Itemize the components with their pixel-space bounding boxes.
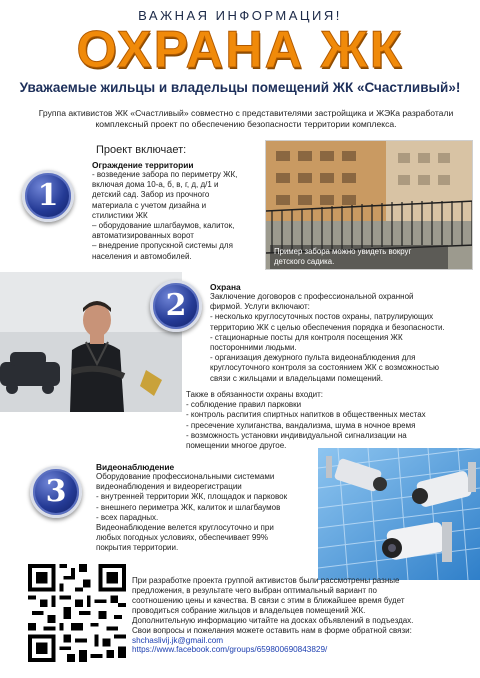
footer-line: Дополнительную информацию читайте на досках объявлений в подъездах. — [132, 616, 414, 625]
section-2-line: Заключение договоров с профессиональной охранной — [210, 292, 414, 301]
section-2-line: круглосуточного контроля за состоянием ЖК с возможностью — [210, 363, 440, 373]
section-3 — [96, 462, 318, 554]
section-2-title: Охрана — [210, 282, 241, 292]
section-3-line: - внутренней территории ЖК, площадок и парковок — [96, 492, 288, 502]
section-1-line: стилистики ЖК — [92, 210, 148, 220]
footer-line: Свои вопросы и пожелания можете оставить нам в форме обратной связи: — [132, 626, 412, 635]
section-number-1: 1 — [22, 170, 74, 222]
section-3-line: - всех парадных. — [96, 512, 159, 522]
section-2-line: посторонними людьми. — [210, 343, 297, 353]
section-3-title: Видеонаблюдение — [96, 462, 175, 472]
section-1-line: – внедрение пропускной системы для — [92, 241, 233, 251]
section-2-line: - организация дежурного пульта видеонаблюдения для — [210, 353, 416, 363]
section-number-3: 3 — [30, 466, 82, 518]
footer-body — [132, 576, 474, 636]
section-1-line: включая дома 10-а, б, в, г, д, д/1 и — [92, 180, 219, 190]
section-3-line: Оборудование профессиональными системами — [96, 472, 275, 481]
section-2-line: территорию ЖК с целью обеспечения порядка и безопасности. — [210, 322, 445, 332]
section-number-2: 2 — [150, 280, 202, 332]
section-3-line: - внешнего периметра ЖК, калиток и шлагбаумов — [96, 502, 281, 512]
section-1-body — [92, 170, 264, 262]
qr-code-icon — [28, 564, 126, 662]
guard-duties-line: помещении многое другое. — [186, 441, 287, 451]
section-2-line: - несколько круглосуточных постов охраны, патрулирующих — [210, 312, 434, 322]
cctv-camera-illustration — [318, 448, 480, 580]
section-1-line: - возведение забора по периметру ЖК, — [92, 170, 238, 179]
section-3-line: любых погодных условиях, обеспечивает 99% — [96, 533, 268, 543]
guard-duties-line: Также в обязанности охраны входит: — [186, 390, 324, 399]
guard-duties-line: - пресечение хулиганства, вандализма, шума в ночное время — [186, 420, 416, 430]
section-1-line: материала с учетом дизайна и — [92, 200, 207, 210]
section-3-line: покрытия территории. — [96, 543, 179, 553]
section-1-title: Ограждение территории — [92, 160, 194, 170]
facebook-group-link[interactable]: https://www.facebook.com/groups/659800690843829/ — [132, 645, 328, 654]
section-2 — [210, 282, 475, 384]
footer-line: При разработке проекта группой активистов были рассмотрены разные — [132, 576, 400, 585]
section-1-line: населения и автомобилей. — [92, 251, 192, 261]
footer-line: проводиться собрание жильцов и владельцев помещений ЖК. — [132, 606, 366, 615]
kicker-text: ВАЖНАЯ ИНФОРМАЦИЯ! — [138, 8, 342, 23]
section-2-line: связи с жильцами и владельцами помещений. — [210, 373, 383, 383]
section-3-body — [96, 472, 318, 554]
guard-duties — [186, 390, 476, 451]
intro-paragraph: Группа активистов ЖК «Счастливый» совместно с представителями застройщика и ЖЭКа разработали комплексный проект по обеспечению безопасности территории комплекса. — [38, 108, 454, 129]
section-1 — [92, 160, 264, 262]
includes-label: Проект включает: — [96, 144, 187, 156]
guard-duties-line: - соблюдение правил парковки — [186, 400, 302, 410]
camera-photo — [318, 448, 480, 580]
qr-code[interactable] — [28, 564, 126, 662]
footer — [132, 576, 474, 654]
section-2-body — [210, 292, 475, 384]
fence-photo-caption: Пример забора можно увидеть вокруг детского садика. — [270, 245, 448, 269]
guard-duties-line: - возможность установки индивидуальной сигнализации на — [186, 430, 407, 440]
section-2-line: фирмой. Услуги включают: — [210, 302, 310, 312]
section-1-line: автоматизированных ворот — [92, 231, 194, 241]
guard-duties-line: - контроль распития спиртных напитков в общественных местах — [186, 410, 426, 420]
section-1-line: – оборудование шлагбаумов, калиток, — [92, 221, 235, 231]
section-1-line: детский сад. Забор из прочного — [92, 190, 210, 200]
page-title: ОХРАНА ЖК — [76, 21, 404, 79]
footer-line: предложения, в результате чего выбран оптимальный вариант по — [132, 586, 377, 595]
email-link[interactable]: shchaslivij.jk@gmail.com — [132, 636, 224, 645]
section-2-line: - стационарные посты для контроля посещения ЖК — [210, 332, 403, 342]
page-subtitle: Уважаемые жильцы и владельцы помещений ЖК «Счастливый»! — [19, 80, 461, 95]
section-3-line: видеонаблюдения и видеорегистрации — [96, 482, 242, 492]
fence-photo — [265, 140, 473, 270]
footer-line: соотношению цены и качества. В связи с этим в ближайшее время будет — [132, 596, 405, 605]
section-3-line: Видеонаблюдение велется круглосуточно и при — [96, 523, 274, 533]
